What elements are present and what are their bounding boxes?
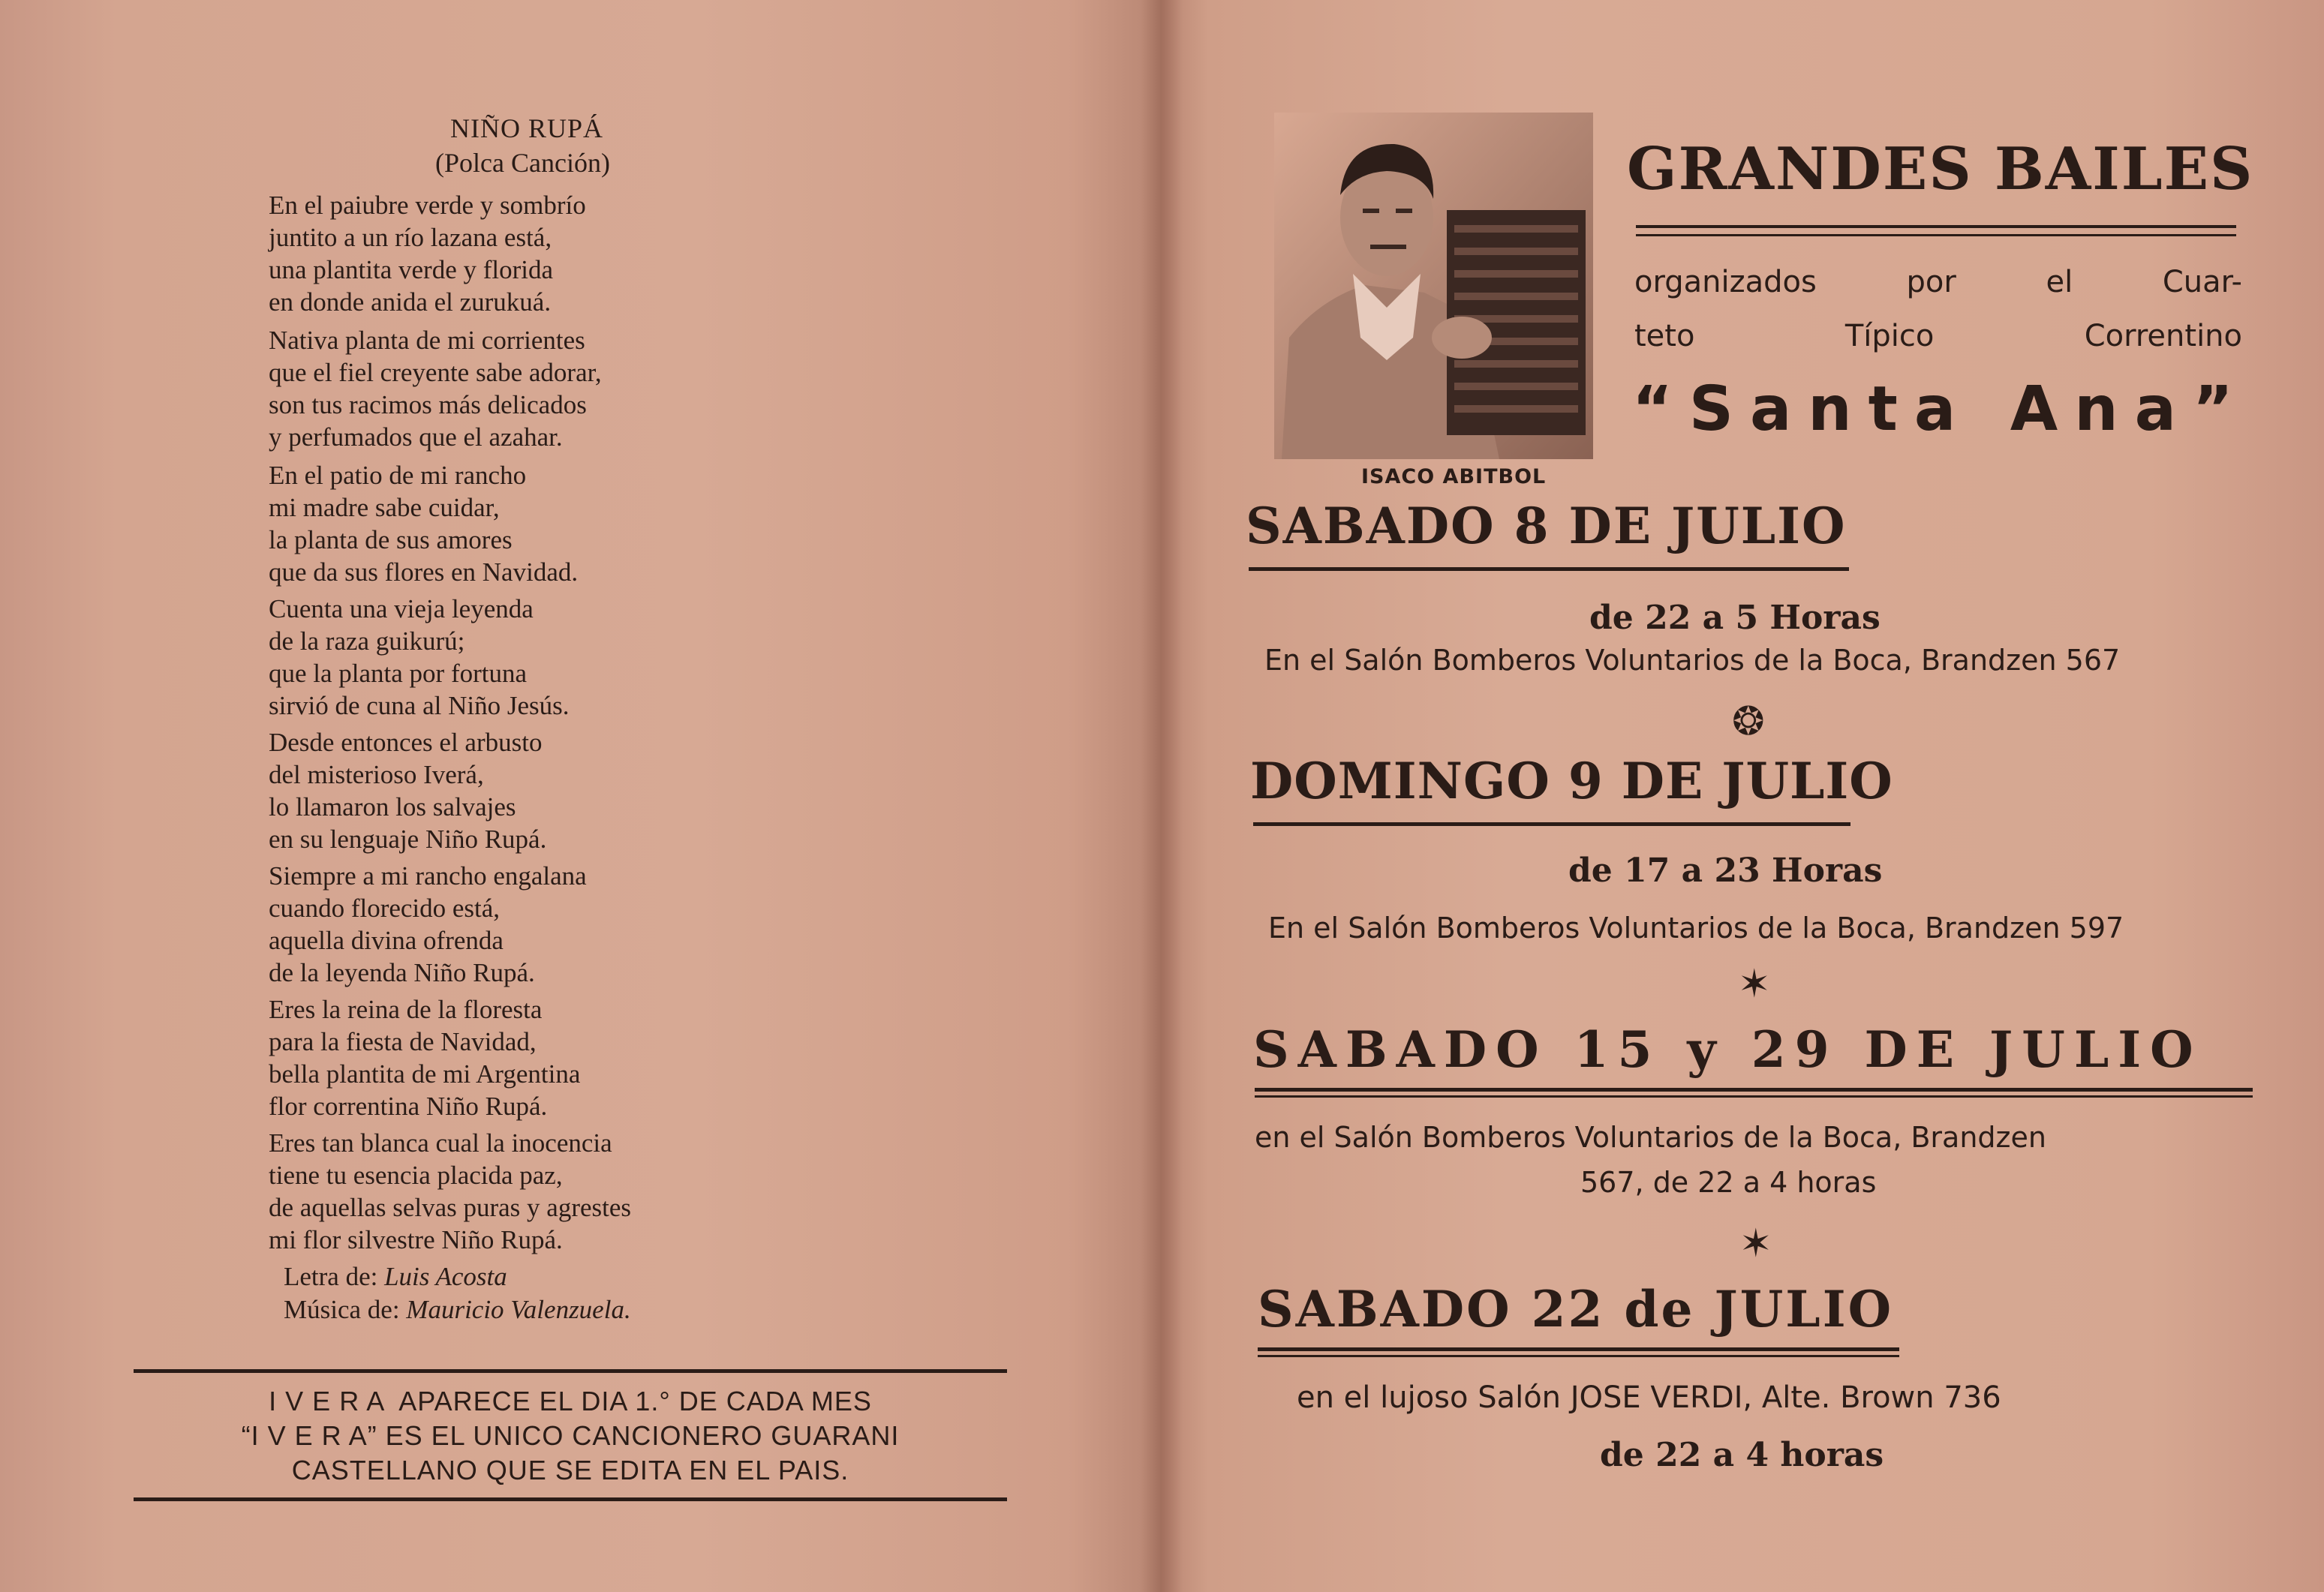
book-gutter <box>1141 0 1183 1592</box>
poem-line: para la fiesta de Navidad, <box>269 1027 537 1056</box>
band-name: “Santa Ana” <box>1632 374 2250 445</box>
event-hours: de 17 a 23 Horas <box>1568 852 1883 890</box>
poem-line: de la raza guikurú; <box>269 626 465 656</box>
date-underline <box>1253 822 1850 826</box>
date-underline-2 <box>1255 1095 2253 1098</box>
event-date: SABADO 8 DE JULIO <box>1246 497 1847 555</box>
poem-line: que el fiel creyente sabe adorar, <box>269 358 602 387</box>
poem-stanza <box>269 726 546 855</box>
lyrics-label: Letra de: <box>284 1262 378 1291</box>
organizer-line: organizados por el Cuar- <box>1634 265 2242 299</box>
poem-line: aquella divina ofrenda <box>269 926 504 955</box>
event-venue: En el Salón Bomberos Voluntarios de la Boca, Brandzen 567 <box>1264 644 2121 677</box>
poem-line: y perfumados que el azahar. <box>269 422 563 452</box>
poem-line: juntito a un río lazana está, <box>269 223 552 252</box>
poem-line: bella plantita de mi Argentina <box>269 1059 581 1089</box>
musician-photo <box>1274 113 1593 459</box>
star-icon: ✶ <box>1738 962 1771 1007</box>
music-label: Música de: <box>284 1295 400 1324</box>
poem-line: son tus racimos más delicados <box>269 390 587 419</box>
poem-subtitle: (Polca Canción) <box>435 148 610 178</box>
poem-line: Eres la reina de la floresta <box>269 995 543 1024</box>
poem-line: en su lenguaje Niño Rupá. <box>269 825 547 854</box>
star-icon: ✶ <box>1739 1221 1772 1266</box>
music-author: Mauricio Valenzuela. <box>406 1295 631 1324</box>
poem-line: mi madre sabe cuidar, <box>269 493 500 522</box>
poem-line: En el paiubre verde y sombrío <box>269 191 586 220</box>
notice-line: “I V E R A” ES EL UNICO CANCIONERO GUARANI <box>241 1420 900 1451</box>
headline-rule-2 <box>1636 234 2236 236</box>
organizer-line: teto Típico Correntino <box>1634 319 2242 353</box>
poem-stanza <box>269 993 580 1122</box>
poem-stanza <box>269 189 586 318</box>
poem-line: una plantita verde y florida <box>269 255 554 284</box>
poem-line: que da sus flores en Navidad. <box>269 557 579 587</box>
date-underline <box>1258 1347 1899 1351</box>
event-venue-line2: 567, de 22 a 4 horas <box>1580 1166 1877 1199</box>
poem-line: Nativa planta de mi corrientes <box>269 326 585 355</box>
poem-line: en donde anida el zurukuá. <box>269 287 552 317</box>
event-venue: En el Salón Bomberos Voluntarios de la Boca, Brandzen 597 <box>1268 912 2124 945</box>
date-underline <box>1255 1088 2253 1092</box>
poem-line: que la planta por fortuna <box>269 659 528 688</box>
poem-line: mi flor silvestre Niño Rupá. <box>269 1225 563 1254</box>
notice-bottom-rule <box>134 1497 1007 1501</box>
publication-notice <box>135 1384 1006 1488</box>
date-underline <box>1249 567 1849 571</box>
poem-line: Desde entonces el arbusto <box>269 728 543 757</box>
poem-line: tiene tu esencia placida paz, <box>269 1161 563 1190</box>
poem-line: En el patio de mi rancho <box>269 461 527 490</box>
poem-line: Cuenta una vieja leyenda <box>269 594 534 623</box>
poem-stanza <box>269 860 587 989</box>
event-hours: de 22 a 5 Horas <box>1589 599 1881 637</box>
poem-line: flor correntina Niño Rupá. <box>269 1092 548 1121</box>
poem-line: cuando florecido está, <box>269 894 501 923</box>
organizer-text <box>1634 255 2242 363</box>
event-venue: en el lujoso Salón JOSE VERDI, Alte. Brown 736 <box>1297 1380 2001 1415</box>
notice-line: I V E R A APARECE EL DIA 1.° DE CADA MES <box>269 1386 872 1416</box>
poem-stanza <box>269 1127 631 1256</box>
event-hours: de 22 a 4 horas <box>1600 1436 1884 1474</box>
poem-title: NIÑO RUPÁ <box>450 113 604 143</box>
poem-stanza <box>269 459 578 588</box>
headline-rule-1 <box>1636 225 2236 228</box>
ornament-icon: ❂ <box>1732 699 1765 744</box>
poem-credits <box>284 1260 631 1326</box>
poem-line: sirvió de cuna al Niño Jesús. <box>269 691 570 720</box>
poem-stanza <box>269 324 602 453</box>
poem-line: del misterioso Iverá, <box>269 760 484 789</box>
poem-line: la planta de sus amores <box>269 525 513 554</box>
notice-top-rule <box>134 1369 1007 1373</box>
poem-line: de aquellas selvas puras y agrestes <box>269 1193 632 1222</box>
lyrics-author: Luis Acosta <box>384 1262 507 1291</box>
poem-line: de la leyenda Niño Rupá. <box>269 958 535 987</box>
date-underline-2 <box>1258 1355 1899 1357</box>
poem-line: Eres tan blanca cual la inocencia <box>269 1128 612 1158</box>
event-date: SABADO 15 y 29 DE JULIO <box>1253 1020 2202 1079</box>
notice-line: CASTELLANO QUE SE EDITA EN EL PAIS. <box>291 1455 849 1485</box>
photo-caption: ISACO ABITBOL <box>1361 465 1547 488</box>
poem-line: Siempre a mi rancho engalana <box>269 861 587 891</box>
ad-headline: GRANDES BAILES <box>1627 135 2254 203</box>
poem-line: lo llamaron los salvajes <box>269 792 516 822</box>
poem-stanza <box>269 593 569 722</box>
event-date: DOMINGO 9 DE JULIO <box>1250 752 1893 810</box>
event-date: SABADO 22 de JULIO <box>1258 1280 1894 1338</box>
event-venue: en el Salón Bomberos Voluntarios de la Boca, Brandzen <box>1255 1121 2046 1154</box>
